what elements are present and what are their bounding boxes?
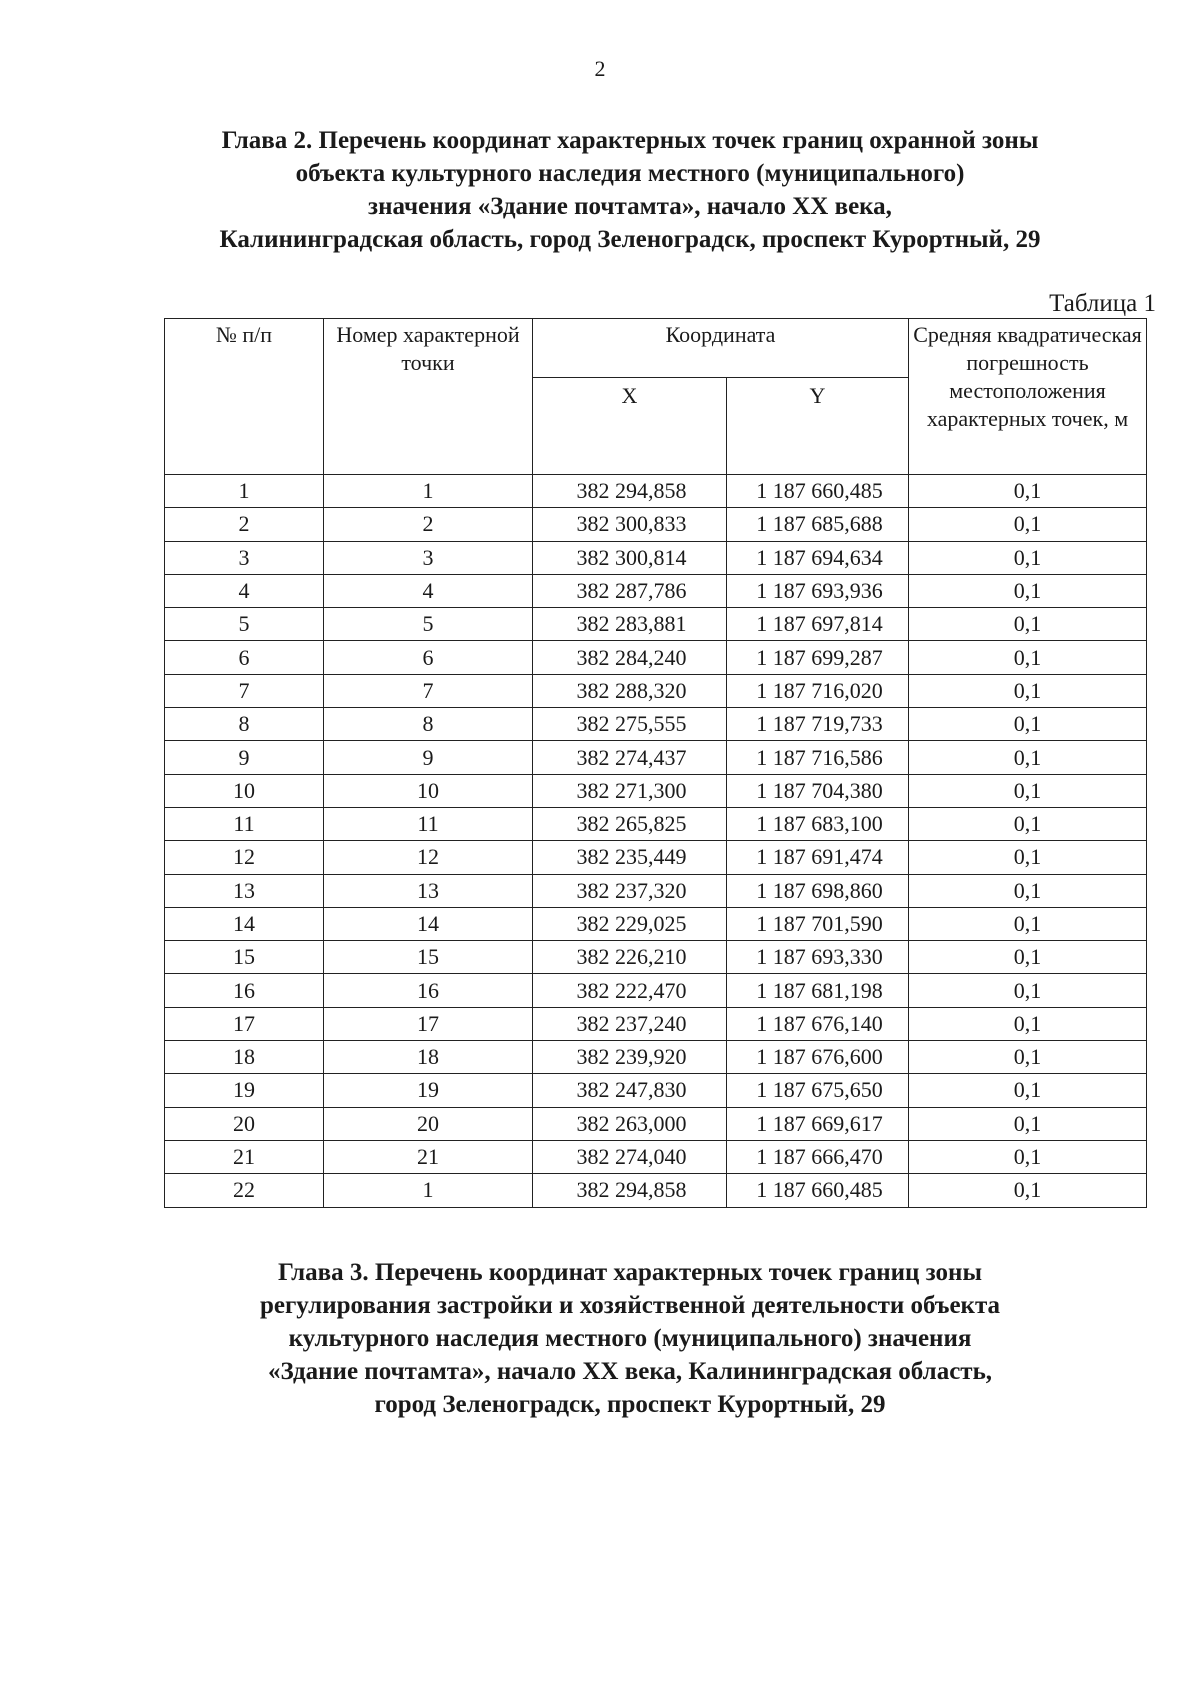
cell-y: 1 187 698,860 <box>727 874 909 907</box>
chapter-3-title-line: регулирования застройки и хозяйственной деятельности объекта <box>259 1292 1001 1319</box>
cell-point-number: 4 <box>324 574 533 607</box>
cell-index: 13 <box>165 874 324 907</box>
cell-x: 382 239,920 <box>533 1041 727 1074</box>
cell-index: 7 <box>165 674 324 707</box>
cell-point-number: 9 <box>324 741 533 774</box>
table-row <box>165 1041 1147 1074</box>
cell-error: 0,1 <box>909 608 1147 641</box>
cell-x: 382 300,814 <box>533 541 727 574</box>
cell-x: 382 237,320 <box>533 874 727 907</box>
cell-error: 0,1 <box>909 874 1147 907</box>
cell-point-number: 3 <box>324 541 533 574</box>
cell-y: 1 187 683,100 <box>727 807 909 840</box>
cell-x: 382 271,300 <box>533 774 727 807</box>
cell-index: 18 <box>165 1041 324 1074</box>
cell-point-number: 8 <box>324 708 533 741</box>
cell-y: 1 187 681,198 <box>727 974 909 1007</box>
cell-error: 0,1 <box>909 774 1147 807</box>
cell-error: 0,1 <box>909 1174 1147 1207</box>
table-row <box>165 475 1147 508</box>
cell-y: 1 187 716,020 <box>727 674 909 707</box>
table-row <box>165 941 1147 974</box>
cell-index: 6 <box>165 641 324 674</box>
cell-index: 1 <box>165 475 324 508</box>
cell-index: 22 <box>165 1174 324 1207</box>
cell-y: 1 187 693,330 <box>727 941 909 974</box>
table-row <box>165 841 1147 874</box>
cell-error: 0,1 <box>909 574 1147 607</box>
header-index: № п/п <box>165 319 324 475</box>
table-row <box>165 708 1147 741</box>
cell-error: 0,1 <box>909 674 1147 707</box>
chapter-3-title <box>150 1256 1110 1421</box>
cell-point-number: 1 <box>324 1174 533 1207</box>
chapter-2-title-line: объекта культурного наследия местного (муниципального) <box>295 160 965 187</box>
header-y: Y <box>727 378 909 475</box>
cell-error: 0,1 <box>909 841 1147 874</box>
cell-x: 382 294,858 <box>533 1174 727 1207</box>
cell-index: 2 <box>165 508 324 541</box>
coordinates-table <box>164 318 1147 1208</box>
table-row <box>165 1107 1147 1140</box>
cell-x: 382 283,881 <box>533 608 727 641</box>
cell-point-number: 11 <box>324 807 533 840</box>
cell-index: 21 <box>165 1140 324 1173</box>
cell-index: 15 <box>165 941 324 974</box>
chapter-2-title-line: Калининградская область, город Зеленоградск, проспект Курортный, 29 <box>219 226 1041 253</box>
cell-y: 1 187 676,140 <box>727 1007 909 1040</box>
cell-x: 382 284,240 <box>533 641 727 674</box>
cell-index: 8 <box>165 708 324 741</box>
cell-x: 382 300,833 <box>533 508 727 541</box>
cell-point-number: 6 <box>324 641 533 674</box>
cell-error: 0,1 <box>909 907 1147 940</box>
cell-y: 1 187 701,590 <box>727 907 909 940</box>
cell-index: 16 <box>165 974 324 1007</box>
cell-y: 1 187 669,617 <box>727 1107 909 1140</box>
cell-x: 382 287,786 <box>533 574 727 607</box>
cell-error: 0,1 <box>909 708 1147 741</box>
cell-x: 382 274,040 <box>533 1140 727 1173</box>
cell-index: 4 <box>165 574 324 607</box>
cell-x: 382 235,449 <box>533 841 727 874</box>
cell-index: 9 <box>165 741 324 774</box>
cell-error: 0,1 <box>909 641 1147 674</box>
cell-x: 382 229,025 <box>533 907 727 940</box>
table-row <box>165 674 1147 707</box>
table-row <box>165 574 1147 607</box>
cell-x: 382 275,555 <box>533 708 727 741</box>
cell-error: 0,1 <box>909 1107 1147 1140</box>
cell-index: 14 <box>165 907 324 940</box>
cell-error: 0,1 <box>909 807 1147 840</box>
cell-y: 1 187 693,936 <box>727 574 909 607</box>
cell-error: 0,1 <box>909 974 1147 1007</box>
cell-y: 1 187 694,634 <box>727 541 909 574</box>
cell-y: 1 187 675,650 <box>727 1074 909 1107</box>
chapter-3-title-line: Глава 3. Перечень координат характерных точек границ зоны <box>278 1259 982 1286</box>
table-row <box>165 807 1147 840</box>
header-coordinate: Координата <box>533 319 909 378</box>
cell-y: 1 187 685,688 <box>727 508 909 541</box>
cell-x: 382 237,240 <box>533 1007 727 1040</box>
cell-y: 1 187 716,586 <box>727 741 909 774</box>
table-row <box>165 1140 1147 1173</box>
cell-y: 1 187 699,287 <box>727 641 909 674</box>
cell-error: 0,1 <box>909 741 1147 774</box>
cell-point-number: 13 <box>324 874 533 907</box>
chapter-2-title-line: значения «Здание почтамта», начало XX века, <box>368 193 892 220</box>
header-error: Средняя квадратическая погрешность местоположения характерных точек, м <box>909 319 1147 475</box>
cell-y: 1 187 660,485 <box>727 1174 909 1207</box>
cell-x: 382 265,825 <box>533 807 727 840</box>
cell-index: 12 <box>165 841 324 874</box>
cell-y: 1 187 666,470 <box>727 1140 909 1173</box>
cell-x: 382 294,858 <box>533 475 727 508</box>
cell-point-number: 15 <box>324 941 533 974</box>
cell-y: 1 187 660,485 <box>727 475 909 508</box>
cell-y: 1 187 704,380 <box>727 774 909 807</box>
cell-error: 0,1 <box>909 941 1147 974</box>
chapter-3-title-line: город Зеленоградск, проспект Курортный, 29 <box>374 1391 886 1418</box>
cell-index: 19 <box>165 1074 324 1107</box>
chapter-3-title-line: «Здание почтамта», начало XX века, Калининградская область, <box>267 1358 993 1385</box>
cell-point-number: 10 <box>324 774 533 807</box>
table-row <box>165 508 1147 541</box>
chapter-2-title <box>150 124 1110 256</box>
cell-index: 3 <box>165 541 324 574</box>
header-point-number: Номер характерной точки <box>324 319 533 475</box>
cell-point-number: 18 <box>324 1041 533 1074</box>
table-row <box>165 608 1147 641</box>
chapter-3-title-line: культурного наследия местного (муниципального) значения <box>288 1325 972 1352</box>
table-row <box>165 907 1147 940</box>
cell-point-number: 12 <box>324 841 533 874</box>
header-x: X <box>533 378 727 475</box>
table-row <box>165 541 1147 574</box>
cell-error: 0,1 <box>909 1140 1147 1173</box>
cell-index: 20 <box>165 1107 324 1140</box>
table-caption: Таблица 1 <box>1049 290 1156 317</box>
cell-x: 382 226,210 <box>533 941 727 974</box>
cell-point-number: 5 <box>324 608 533 641</box>
cell-point-number: 20 <box>324 1107 533 1140</box>
cell-point-number: 17 <box>324 1007 533 1040</box>
cell-x: 382 263,000 <box>533 1107 727 1140</box>
cell-error: 0,1 <box>909 1041 1147 1074</box>
table-row <box>165 774 1147 807</box>
cell-x: 382 274,437 <box>533 741 727 774</box>
cell-point-number: 2 <box>324 508 533 541</box>
table-row <box>165 1007 1147 1040</box>
table-row <box>165 1174 1147 1207</box>
cell-index: 5 <box>165 608 324 641</box>
cell-error: 0,1 <box>909 1007 1147 1040</box>
cell-y: 1 187 691,474 <box>727 841 909 874</box>
cell-y: 1 187 719,733 <box>727 708 909 741</box>
table-row <box>165 641 1147 674</box>
cell-error: 0,1 <box>909 1074 1147 1107</box>
table-row <box>165 1074 1147 1107</box>
cell-y: 1 187 697,814 <box>727 608 909 641</box>
cell-point-number: 14 <box>324 907 533 940</box>
cell-index: 11 <box>165 807 324 840</box>
cell-point-number: 1 <box>324 475 533 508</box>
cell-index: 17 <box>165 1007 324 1040</box>
chapter-2-title-line: Глава 2. Перечень координат характерных точек границ охранной зоны <box>221 127 1039 154</box>
table-row <box>165 741 1147 774</box>
cell-x: 382 288,320 <box>533 674 727 707</box>
cell-point-number: 21 <box>324 1140 533 1173</box>
table-row <box>165 874 1147 907</box>
cell-point-number: 7 <box>324 674 533 707</box>
cell-error: 0,1 <box>909 475 1147 508</box>
cell-x: 382 247,830 <box>533 1074 727 1107</box>
cell-error: 0,1 <box>909 541 1147 574</box>
cell-point-number: 16 <box>324 974 533 1007</box>
cell-error: 0,1 <box>909 508 1147 541</box>
cell-x: 382 222,470 <box>533 974 727 1007</box>
table-row <box>165 974 1147 1007</box>
cell-index: 10 <box>165 774 324 807</box>
cell-point-number: 19 <box>324 1074 533 1107</box>
page-number: 2 <box>594 56 606 81</box>
cell-y: 1 187 676,600 <box>727 1041 909 1074</box>
